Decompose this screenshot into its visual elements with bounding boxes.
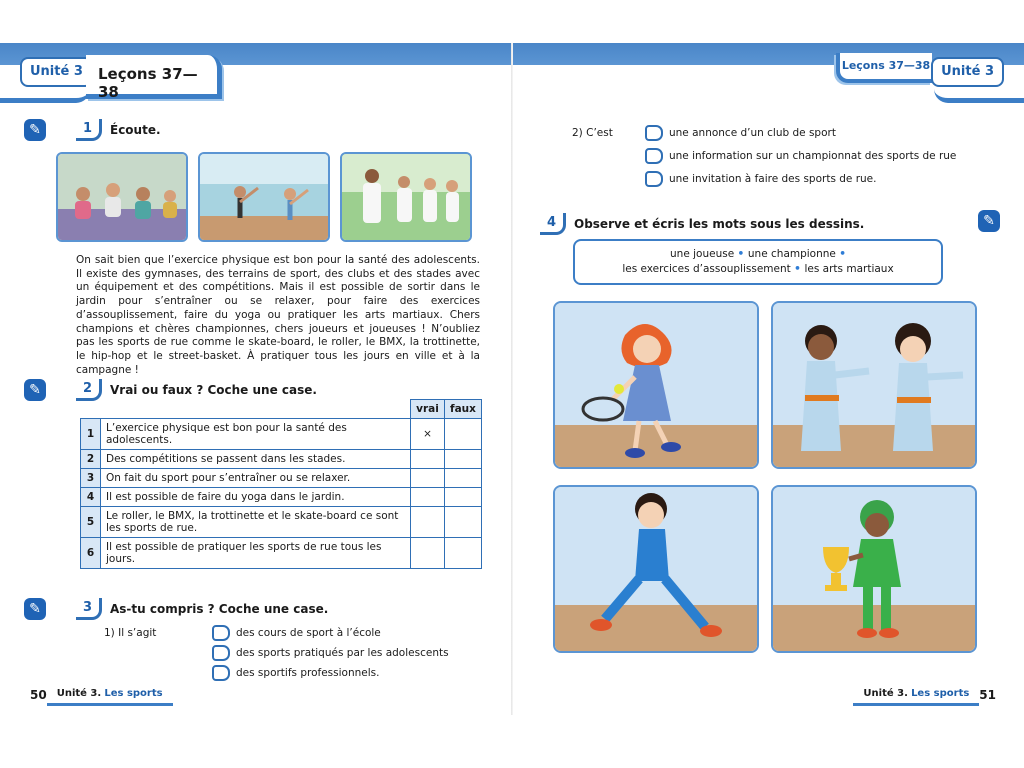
column-vrai: vrai bbox=[411, 400, 445, 419]
exercise-1-paragraph: On sait bien que l’exercice physique est bon pour la santé des adolescents. Il existe des gymnases, des terrains de sport, des clubs et des stades avec un équipement et des compétitions. Mais il est possible de sortir dans le jardin pour s’entraîner ou se relaxer, pour faire des exercices d’assouplissement, faire du yoga ou pratiquer les arts martiaux. Chers champions et chères championnes, chers joueurs et joueuses ! N’oubliez pas les sports de rue comme le skate-board, le roller, le BMX, la trottinette, le hip-hop et le street-basket. À pratiquer tous les jours en ville et à la campagne ! bbox=[76, 254, 480, 376]
checkbox-icon[interactable] bbox=[645, 148, 663, 164]
option-label: une invitation à faire des sports de rue. bbox=[669, 173, 877, 185]
vrai-cell[interactable] bbox=[411, 538, 445, 569]
footer-unite-label: Unité 3. bbox=[56, 688, 102, 699]
footer-unite-label: Unité 3. bbox=[863, 688, 908, 699]
exercise-number: 1 bbox=[76, 119, 102, 141]
question-2-label: 2) C’est bbox=[572, 127, 613, 139]
checkbox-icon[interactable] bbox=[645, 171, 663, 187]
lecons-title-right: Leçons 37—38 bbox=[841, 59, 931, 72]
table-row bbox=[81, 419, 482, 450]
row-number: 1 bbox=[81, 419, 101, 450]
bullet-separator: • bbox=[737, 248, 748, 260]
lecons-tab-right bbox=[836, 53, 932, 83]
page-number: 51 bbox=[979, 688, 996, 702]
true-false-table bbox=[80, 399, 482, 569]
header-swoosh-left bbox=[0, 89, 90, 103]
table-row bbox=[81, 488, 482, 507]
pencil-icon: ✎ bbox=[978, 210, 1000, 232]
question-1-label: 1) Il s’agit bbox=[104, 627, 157, 639]
exercise-2-header bbox=[76, 379, 317, 401]
table-row bbox=[81, 507, 482, 538]
checkbox-icon[interactable] bbox=[212, 625, 230, 641]
exercise-title: Écoute. bbox=[110, 123, 161, 137]
exercise-number: 4 bbox=[540, 213, 566, 235]
footer-section-label: Les sports bbox=[104, 688, 163, 699]
table-header-row bbox=[81, 400, 482, 419]
vrai-cell[interactable] bbox=[411, 507, 445, 538]
checkbox-icon[interactable] bbox=[212, 665, 230, 681]
footer-right bbox=[853, 683, 996, 707]
footer-section-label: Les sports bbox=[911, 688, 970, 699]
option-label: une annonce d’un club de sport bbox=[669, 127, 836, 139]
word-bank-line-1 bbox=[575, 247, 941, 262]
stretching-boy-drawing bbox=[553, 485, 759, 653]
faux-cell[interactable] bbox=[445, 469, 482, 488]
footer-tab bbox=[47, 684, 173, 706]
martial-arts-girls-drawing bbox=[771, 301, 977, 469]
header-swoosh-right bbox=[934, 89, 1024, 103]
answer-option[interactable] bbox=[212, 665, 379, 681]
row-number: 4 bbox=[81, 488, 101, 507]
word-item: les arts martiaux bbox=[804, 263, 894, 275]
vrai-cell[interactable]: × bbox=[411, 419, 445, 450]
checkbox-icon[interactable] bbox=[212, 645, 230, 661]
row-statement: Il est possible de faire du yoga dans le jardin. bbox=[101, 488, 411, 507]
row-number: 5 bbox=[81, 507, 101, 538]
exercise-title: As-tu compris ? Coche une case. bbox=[110, 602, 329, 616]
pencil-icon: ✎ bbox=[24, 119, 46, 141]
exercise-number: 3 bbox=[76, 598, 102, 620]
word-item: les exercices d’assouplissement bbox=[622, 263, 791, 275]
row-statement: On fait du sport pour s’entraîner ou se relaxer. bbox=[101, 469, 411, 488]
row-number: 6 bbox=[81, 538, 101, 569]
word-bank bbox=[573, 239, 943, 285]
footer-tab bbox=[853, 684, 979, 706]
lecons-title-left: Leçons 37—38 bbox=[98, 65, 198, 101]
unite-tab-left: Unité 3 bbox=[20, 57, 93, 87]
option-label: des sportifs professionnels. bbox=[236, 667, 380, 679]
row-statement: Il est possible de pratiquer les sports de rue tous les jours. bbox=[101, 538, 411, 569]
word-item: une joueuse bbox=[670, 248, 735, 260]
row-number: 3 bbox=[81, 469, 101, 488]
word-item: une championne bbox=[747, 248, 836, 260]
table-row bbox=[81, 469, 482, 488]
answer-option[interactable] bbox=[212, 625, 381, 641]
row-statement: L’exercice physique est bon pour la santé des adolescents. bbox=[101, 419, 411, 450]
faux-cell[interactable] bbox=[445, 507, 482, 538]
pencil-icon: ✎ bbox=[24, 598, 46, 620]
page-number: 50 bbox=[30, 688, 47, 702]
martial-arts-photo bbox=[340, 152, 472, 242]
yoga-photo bbox=[56, 152, 188, 242]
answer-option[interactable] bbox=[645, 125, 836, 141]
exercise-title: Vrai ou faux ? Coche une case. bbox=[110, 383, 317, 397]
exercise-number: 2 bbox=[76, 379, 102, 401]
tennis-girl-drawing bbox=[553, 301, 759, 469]
exercise-3-header bbox=[76, 598, 328, 620]
gym-photo bbox=[198, 152, 330, 242]
lecons-tab-left bbox=[86, 55, 222, 99]
word-bank-line-2 bbox=[575, 262, 941, 277]
vrai-cell[interactable] bbox=[411, 450, 445, 469]
column-faux: faux bbox=[445, 400, 482, 419]
footer-left bbox=[30, 683, 173, 707]
checkbox-icon[interactable] bbox=[645, 125, 663, 141]
bullet-separator: • bbox=[839, 248, 846, 260]
textbook-spread bbox=[0, 43, 1024, 715]
table-row bbox=[81, 538, 482, 569]
row-statement: Le roller, le BMX, la trottinette et le skate-board ce sont les sports de rue. bbox=[101, 507, 411, 538]
table-row bbox=[81, 450, 482, 469]
bullet-separator: • bbox=[794, 263, 805, 275]
faux-cell[interactable] bbox=[445, 450, 482, 469]
champion-trophy-drawing bbox=[771, 485, 977, 653]
page-gutter bbox=[511, 43, 513, 715]
row-number: 2 bbox=[81, 450, 101, 469]
exercise-title: Observe et écris les mots sous les dessins. bbox=[574, 217, 865, 231]
pencil-icon: ✎ bbox=[24, 379, 46, 401]
option-label: une information sur un championnat des sports de rue bbox=[669, 150, 957, 162]
row-statement: Des compétitions se passent dans les stades. bbox=[101, 450, 411, 469]
option-label: des cours de sport à l’école bbox=[236, 627, 381, 639]
exercise-4-header bbox=[540, 213, 864, 235]
unite-tab-right: Unité 3 bbox=[931, 57, 1004, 87]
faux-cell[interactable] bbox=[445, 538, 482, 569]
exercise-1-header bbox=[76, 119, 161, 141]
option-label: des sports pratiqués par les adolescents bbox=[236, 647, 449, 659]
vrai-cell[interactable] bbox=[411, 469, 445, 488]
answer-option[interactable] bbox=[212, 645, 449, 661]
answer-option[interactable] bbox=[645, 171, 876, 187]
faux-cell[interactable] bbox=[445, 419, 482, 450]
vrai-cell[interactable] bbox=[411, 488, 445, 507]
answer-option[interactable] bbox=[645, 148, 956, 164]
faux-cell[interactable] bbox=[445, 488, 482, 507]
